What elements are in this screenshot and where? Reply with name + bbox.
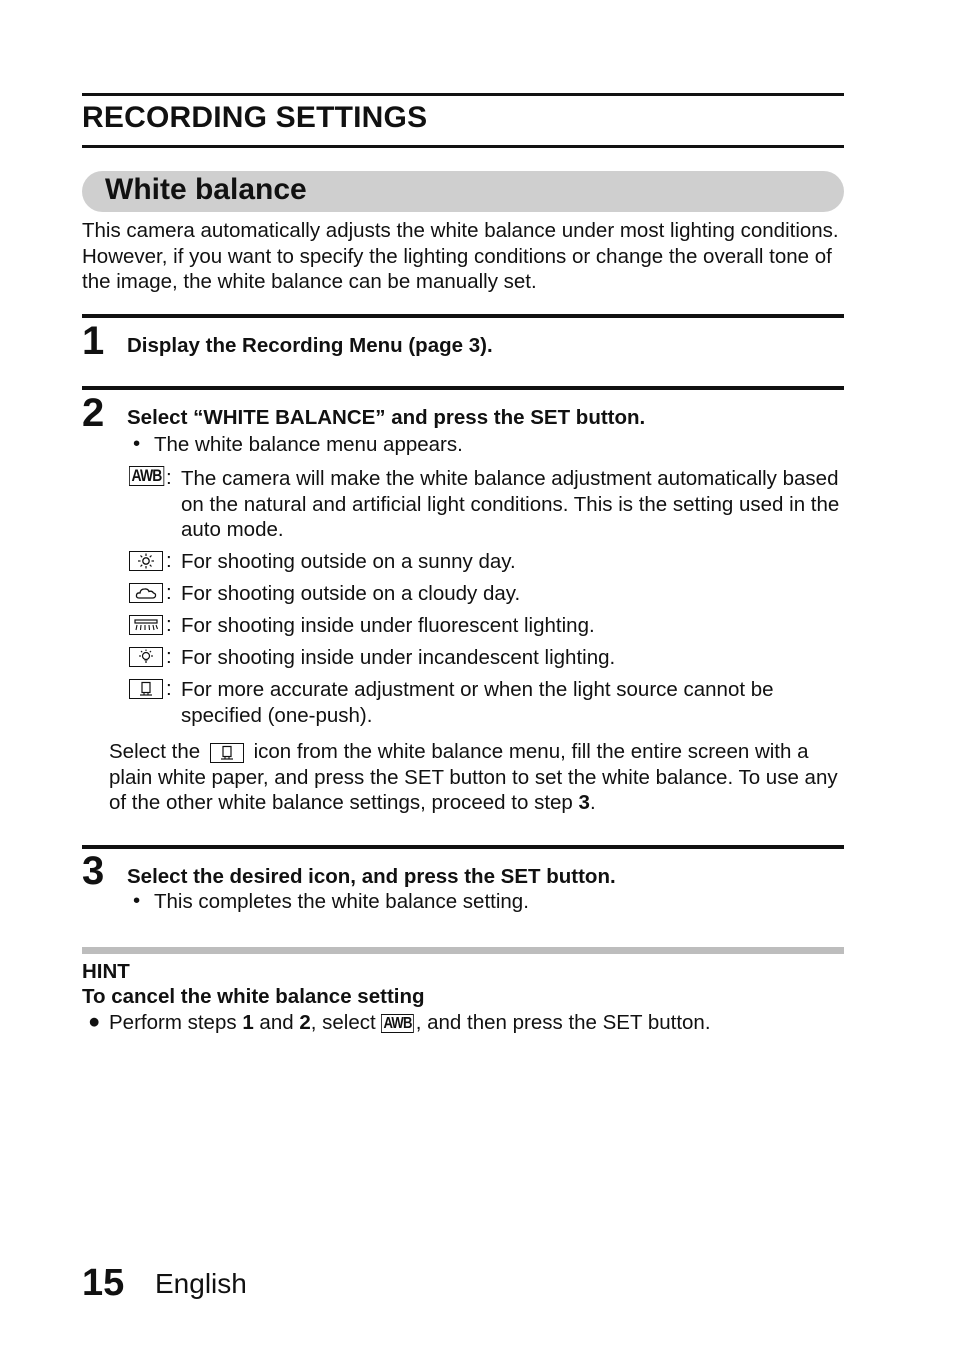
note-part-2: icon from the white balance menu, fill the entire screen with a plain white paper, and press the SET button to set the white balance. To use any of the other white balance settings, proceed to step	[109, 740, 838, 814]
step-3-number: 3	[82, 849, 105, 893]
option-colon: :	[166, 466, 172, 489]
step-2-bullet-text: The white balance menu appears.	[154, 433, 463, 456]
option-colon: :	[166, 677, 172, 700]
note-end: .	[589, 791, 596, 814]
step-3-bullet-text: This completes the white balance setting.	[154, 890, 529, 913]
fluorescent-icon	[129, 615, 163, 635]
option-one-push-text: For more accurate adjustment or when the light source cannot be specified (one-push).	[181, 678, 774, 727]
cloudy-icon	[129, 583, 163, 603]
hint-rule	[82, 947, 844, 954]
header-top-rule	[82, 93, 844, 96]
sunny-icon	[129, 551, 163, 571]
hint-text-mid: , select	[310, 1011, 376, 1034]
hint-step-2: 2	[299, 1011, 311, 1034]
step-1-rule	[82, 314, 844, 318]
incandescent-icon	[129, 647, 163, 667]
step-1-number: 1	[82, 319, 105, 363]
step-3-bullet-dot: •	[133, 889, 141, 912]
section-title: RECORDING SETTINGS	[82, 101, 428, 134]
note-part-1: Select the	[109, 740, 201, 763]
step-3-title: Select the desired icon, and press the SET button.	[127, 865, 616, 888]
step-2-rule	[82, 386, 844, 390]
one-push-icon	[210, 743, 244, 763]
awb-icon-label: AWB	[129, 466, 164, 486]
option-cloudy-text: For shooting outside on a cloudy day.	[181, 582, 521, 605]
option-colon: :	[166, 581, 172, 604]
option-colon: :	[166, 645, 172, 668]
option-awb-text: The camera will make the white balance adjustment automatically based on the natural and artificial light conditions. This is the setting used in the auto mode.	[181, 467, 840, 541]
step-2-note	[109, 739, 849, 816]
step-2-number: 2	[82, 391, 105, 435]
option-incandescent-text: For shooting inside under incandescent lighting.	[181, 646, 616, 669]
option-sunny-text: For shooting outside on a sunny day.	[181, 550, 516, 573]
step-3-rule	[82, 845, 844, 849]
hint-bullet-text	[109, 1010, 849, 1036]
step-2-bullet-dot: •	[133, 432, 141, 455]
page-number: 15	[82, 1262, 125, 1304]
hint-bullet-dot: ●	[88, 1010, 101, 1033]
header-bottom-rule	[82, 145, 844, 148]
page-language: English	[155, 1268, 247, 1299]
option-colon: :	[166, 549, 172, 572]
hint-step-1: 1	[242, 1011, 254, 1034]
step-1-title: Display the Recording Menu (page 3).	[127, 334, 493, 357]
option-colon: :	[166, 613, 172, 636]
note-step-ref: 3	[578, 791, 590, 814]
awb-icon: AWB	[381, 1014, 414, 1033]
hint-text-pre: Perform steps	[109, 1011, 237, 1034]
hint-text-and: and	[259, 1011, 294, 1034]
subsection-title: White balance	[105, 173, 307, 206]
hint-text-post: , and then press the SET button.	[415, 1011, 711, 1034]
hint-subtitle: To cancel the white balance setting	[82, 985, 425, 1008]
option-fluorescent-text: For shooting inside under fluorescent lighting.	[181, 614, 595, 637]
hint-label: HINT	[82, 960, 130, 983]
step-2-title: Select “WHITE BALANCE” and press the SET button.	[127, 406, 646, 429]
one-push-icon	[129, 679, 163, 699]
intro-paragraph: This camera automatically adjusts the white balance under most lighting conditions. However, if you want to specify the lighting conditions or change the overall tone of the image, the white balance can be manually set.	[82, 219, 839, 293]
